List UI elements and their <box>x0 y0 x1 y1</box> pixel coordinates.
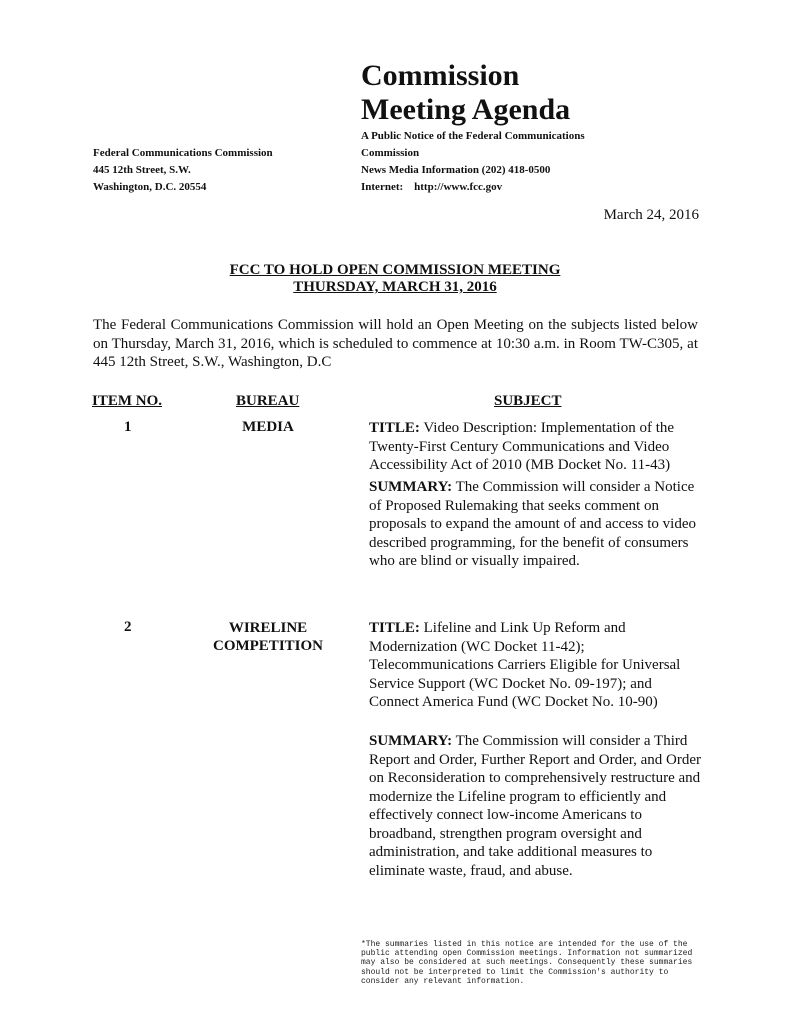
heading-line-1: FCC TO HOLD OPEN COMMISSION MEETING <box>229 262 561 278</box>
column-subject: SUBJECT <box>494 393 562 409</box>
item-1-title <box>369 419 705 475</box>
column-item-no: ITEM NO. <box>92 393 163 409</box>
title-meeting-agenda: Meeting Agenda <box>361 93 571 126</box>
item-2-bureau-line-2: COMPETITION <box>212 638 323 654</box>
item-2-title-label: TITLE: <box>369 620 420 636</box>
item-1-summary-text: The Commission will consider a Notice of Proposed Rulemaking that seeks comment on proposals to expand the amount of and access to video described programming, for the benefit of consumers who are blind or visually impaired. <box>369 479 696 569</box>
item-2-bureau <box>196 619 340 655</box>
notice-date: March 24, 2016 <box>603 207 699 223</box>
item-1-bureau: MEDIA <box>242 419 294 435</box>
item-2-summary-label: SUMMARY: <box>369 733 453 749</box>
org-name: Federal Communications Commission <box>93 147 273 159</box>
item-1-number: 1 <box>124 419 132 435</box>
org-city: Washington, D.C. 20554 <box>93 181 207 193</box>
item-1-summary <box>369 478 699 571</box>
title-commission: Commission <box>361 59 520 92</box>
item-2-title <box>369 619 705 712</box>
notice-line-2: Commission <box>361 147 420 159</box>
footnote: *The summaries listed in this notice are intended for the use of the public attending open Commission meetings. Information not summarized may also be considered at such meetings. Consequently these summaries should not be interpreted to limit the Commission's authority to consider any relevant information. <box>361 940 693 986</box>
item-2-title-text: Lifeline and Link Up Reform and Modernization (WC Docket 11-42); Telecommunications Carriers Eligible for Universal Service Support (WC Docket No. 09-197); and Connect America Fund (WC Docket No. 10-90) <box>369 620 681 710</box>
item-2-summary-text: The Commission will consider a Third Report and Order, Further Report and Order, and Order on Reconsideration to comprehensively restructure and modernize the Lifeline program to efficiently and effectively connect low-income Americans to broadband, strengthen program oversight and administration, and take additional measures to eliminate waste, fraud, and abuse. <box>369 733 702 879</box>
item-1-title-text: Video Description: Implementation of the Twenty-First Century Communications and Video Accessibility Act of 2010 (MB Docket No. 11-43) <box>369 420 675 473</box>
heading-line-2: THURSDAY, MARCH 31, 2016 <box>293 279 497 295</box>
item-2-summary <box>369 732 705 880</box>
internet-url[interactable]: http://www.fcc.gov <box>414 181 503 193</box>
org-street: 445 12th Street, S.W. <box>93 164 191 176</box>
item-2-number: 2 <box>124 619 132 635</box>
news-media-info: News Media Information (202) 418-0500 <box>361 164 551 176</box>
item-1-summary-label: SUMMARY: <box>369 479 453 495</box>
intro-paragraph: The Federal Communications Commission will hold an Open Meeting on the subjects listed below on Thursday, March 31, 2016, which is scheduled to commence at 10:30 a.m. in Room TW-C305, at 445 12th Street, S.W., Washington, D.C <box>93 317 698 370</box>
notice-line-1: A Public Notice of the Federal Communications <box>361 130 585 142</box>
internet-label: Internet: <box>361 181 404 193</box>
item-2-bureau-line-1: WIRELINE <box>228 620 308 636</box>
internet-line <box>361 179 502 196</box>
item-1-title-label: TITLE: <box>369 420 420 436</box>
column-bureau: BUREAU <box>236 393 300 409</box>
